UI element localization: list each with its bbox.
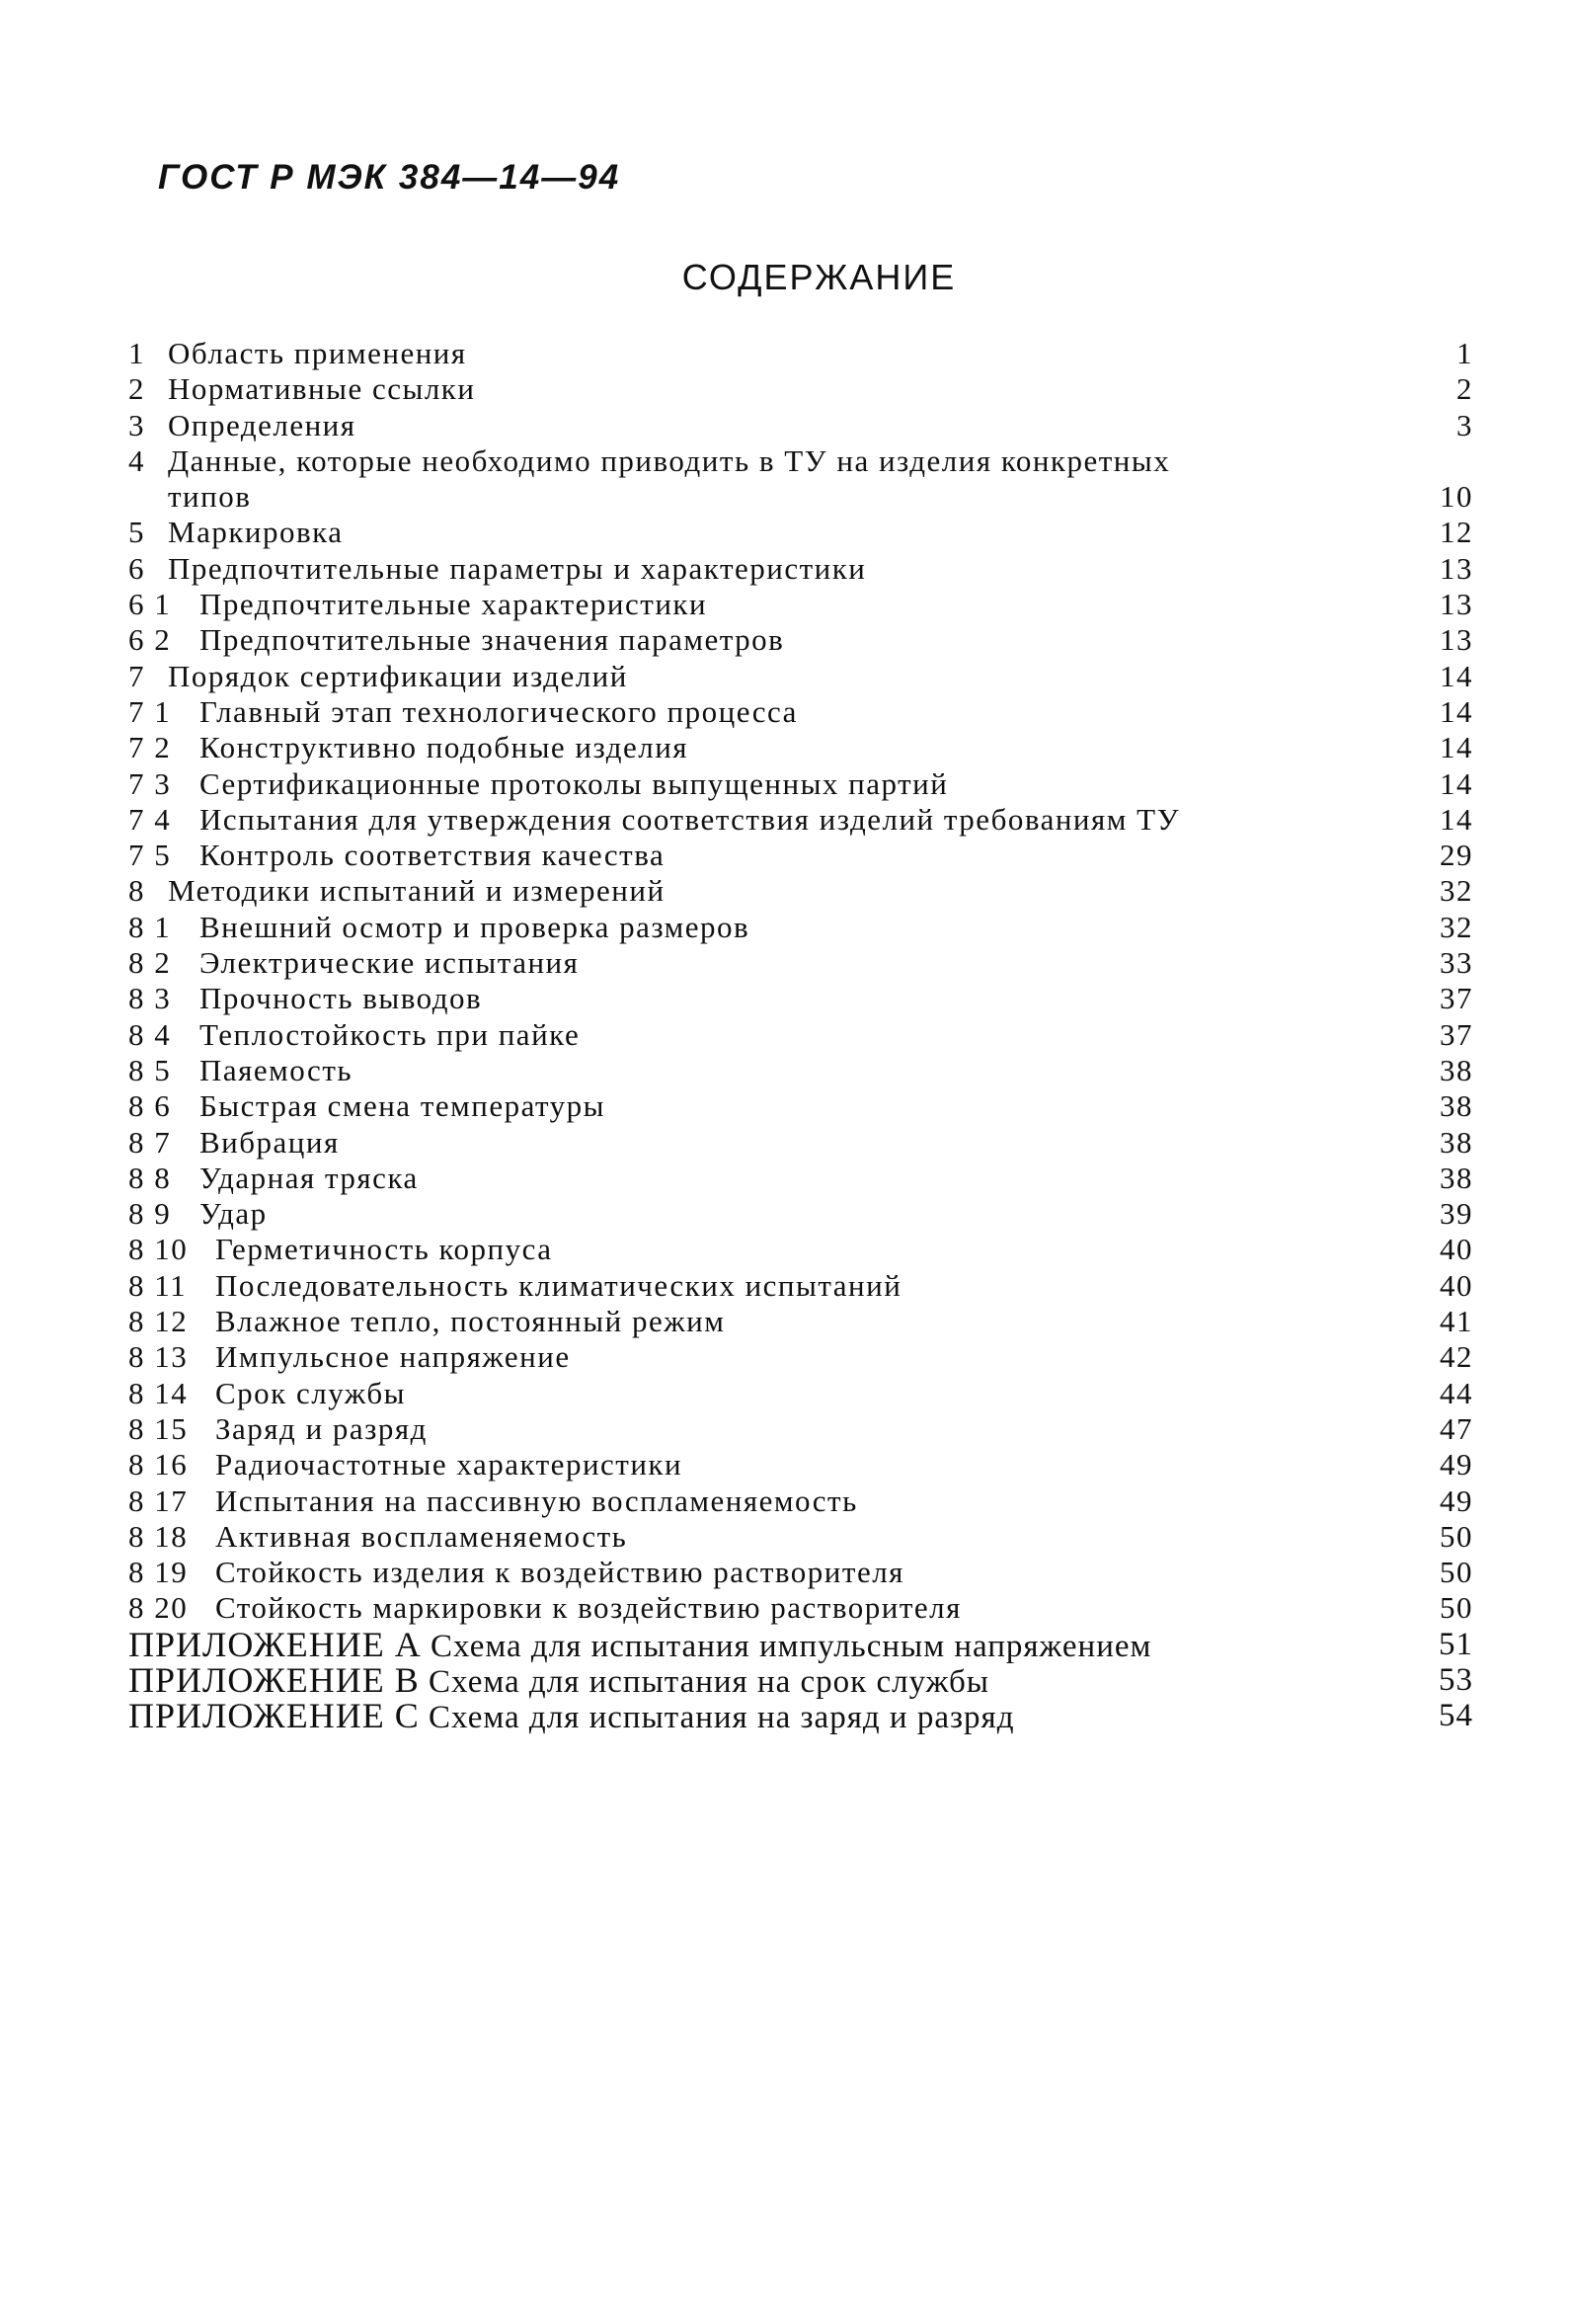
appendix-entry xyxy=(128,1659,1473,1700)
appendix-label: ПРИЛОЖЕНИЕ С xyxy=(128,1696,420,1736)
appendix-page: 53 xyxy=(1439,1661,1473,1698)
toc-entry-page: 38 xyxy=(1440,1124,1473,1160)
toc-entry-page: 32 xyxy=(1440,909,1473,944)
toc-entry-page: 50 xyxy=(1440,1555,1473,1590)
toc-entry xyxy=(128,443,1473,479)
toc-entry-page: 47 xyxy=(1440,1410,1473,1446)
toc-entry-number: 8 19 xyxy=(128,1555,189,1590)
document-code: ГОСТ Р МЭК 384—14—94 xyxy=(158,158,621,197)
toc-entry-number: 8 20 xyxy=(128,1590,189,1626)
toc-entry-title: Теплостойкость при пайке xyxy=(199,1016,581,1052)
toc-entry xyxy=(128,730,1473,765)
toc-entry-number: 8 14 xyxy=(128,1375,189,1410)
toc-entry-number: 7 2 xyxy=(128,730,172,765)
toc-entry-title: Заряд и разряд xyxy=(215,1410,428,1446)
toc-entry xyxy=(128,694,1473,730)
toc-entry-page: 40 xyxy=(1440,1232,1473,1267)
toc-entry-title: Вибрация xyxy=(199,1124,340,1160)
toc-entry-page: 44 xyxy=(1440,1375,1473,1410)
toc-entry xyxy=(128,479,1473,515)
toc-entry-title: Определения xyxy=(168,407,356,442)
toc-entry-number: 8 1 xyxy=(128,909,172,944)
toc-entry-page: 49 xyxy=(1440,1483,1473,1518)
toc-entry xyxy=(128,1125,1473,1161)
toc-entry xyxy=(128,945,1473,981)
toc-entry-number: 7 4 xyxy=(128,801,172,837)
toc-entry-number: 3 xyxy=(128,407,145,442)
toc-entry-title: Контроль соответствия качества xyxy=(199,838,666,873)
toc-entry-title: Маркировка xyxy=(168,515,344,550)
toc-entry-title: Прочность выводов xyxy=(199,981,483,1016)
toc-entry xyxy=(128,1304,1473,1339)
toc-entry-title: Быстрая смена температуры xyxy=(199,1088,606,1124)
toc-entry-page: 50 xyxy=(1440,1518,1473,1554)
toc-entry-page: 40 xyxy=(1440,1267,1473,1303)
appendix-title: Схема для испытания импульсным напряжением xyxy=(431,1628,1152,1664)
toc-entry-page: 14 xyxy=(1440,801,1473,837)
toc-entry-page: 1 xyxy=(1456,336,1473,370)
toc-entry-number: 7 1 xyxy=(128,693,172,729)
toc-entry-title: Стойкость изделия к воздействию растворителя xyxy=(215,1555,904,1590)
toc-entry xyxy=(128,766,1473,802)
toc-entry-title: Герметичность корпуса xyxy=(215,1232,553,1267)
appendix-title: Схема для испытания на срок службы xyxy=(429,1663,989,1700)
toc-entry-title: Электрические испытания xyxy=(199,945,580,981)
toc-entry-page: 29 xyxy=(1440,838,1473,873)
toc-entry-number: 8 6 xyxy=(128,1088,172,1124)
toc-entry xyxy=(128,336,1473,371)
toc-entry-page: 33 xyxy=(1440,945,1473,981)
toc-entry-title: Сертификационные протоколы выпущенных партий xyxy=(199,765,949,801)
toc-entry-title: Предпочтительные значения параметров xyxy=(199,622,785,658)
toc-entry-page: 14 xyxy=(1440,693,1473,729)
toc-entry-title: Радиочастотные характеристики xyxy=(215,1447,683,1483)
toc-entry-title: Ударная тряска xyxy=(199,1160,419,1195)
toc-entry-number: 8 7 xyxy=(128,1124,172,1160)
toc-entry-page: 14 xyxy=(1440,765,1473,801)
toc-entry-number: 8 17 xyxy=(128,1483,189,1518)
toc-entry-page: 50 xyxy=(1440,1590,1473,1626)
toc-entry-page: 38 xyxy=(1440,1088,1473,1124)
toc-entry-title: Влажное тепло, постоянный режим xyxy=(215,1304,726,1339)
toc-entry-number: 8 18 xyxy=(128,1518,189,1554)
toc-entry-title: Стойкость маркировки к воздействию растворителя xyxy=(215,1590,962,1626)
appendix-entry xyxy=(128,1624,1473,1664)
toc-entry xyxy=(128,1590,1473,1626)
toc-entry xyxy=(128,1232,1473,1267)
toc-entry xyxy=(128,1447,1473,1483)
appendix-page: 54 xyxy=(1439,1698,1473,1734)
toc-entry xyxy=(128,515,1473,550)
toc-entry-page: 38 xyxy=(1440,1160,1473,1195)
toc-entry-title: Конструктивно подобные изделия xyxy=(199,730,689,765)
appendix-title: Схема для испытания на заряд и разряд xyxy=(429,1700,1015,1736)
toc-entry-title: Предпочтительные параметры и характеристики xyxy=(168,550,867,586)
toc-entry-number: 8 2 xyxy=(128,945,172,981)
toc-entry-title: Паяемость xyxy=(199,1052,353,1087)
toc-entry-number: 2 xyxy=(128,371,145,407)
toc-entry-page: 10 xyxy=(1440,479,1473,515)
toc-entry-number: 8 11 xyxy=(128,1267,188,1303)
toc-entry-title: Испытания для утверждения соответствия изделий требованиям ТУ xyxy=(199,801,1181,837)
toc-entry-page: 3 xyxy=(1456,407,1473,442)
toc-entry xyxy=(128,1483,1473,1519)
toc-entry xyxy=(128,1339,1473,1375)
toc-entry xyxy=(128,910,1473,945)
toc-entry-number: 1 xyxy=(128,336,145,370)
toc-entry-number: 8 15 xyxy=(128,1410,189,1446)
toc-entry xyxy=(128,802,1473,838)
toc-entry-title: Данные, которые необходимо приводить в ТУ на изделия конкретных xyxy=(168,442,1171,478)
toc-entry xyxy=(128,659,1473,694)
toc-entry-number: 8 13 xyxy=(128,1339,189,1375)
toc-entry-number: 5 xyxy=(128,515,145,550)
toc-entry xyxy=(128,1411,1473,1447)
toc-entry-title: Главный этап технологического процесса xyxy=(199,693,798,729)
toc-entry-title: Удар xyxy=(199,1196,268,1232)
appendix-entry xyxy=(128,1696,1473,1736)
toc-title: СОДЕРЖАНИЕ xyxy=(681,257,957,297)
toc-entry-page: 41 xyxy=(1440,1304,1473,1339)
toc-entry xyxy=(128,838,1473,873)
toc-entry-number: 8 3 xyxy=(128,981,172,1016)
toc-entry-title: Внешний осмотр и проверка размеров xyxy=(199,909,750,944)
toc-entry xyxy=(128,1017,1473,1053)
toc-entry xyxy=(128,1519,1473,1555)
toc-entry-title: Срок службы xyxy=(215,1375,406,1410)
toc-entry-number: 8 9 xyxy=(128,1196,172,1232)
toc-entry-title: Методики испытаний и измерений xyxy=(168,873,666,909)
toc-entry-page: 37 xyxy=(1440,1016,1473,1052)
toc-entry xyxy=(128,371,1473,407)
toc-entry-page: 32 xyxy=(1440,873,1473,909)
toc-entry-page: 38 xyxy=(1440,1052,1473,1087)
toc-entry xyxy=(128,1088,1473,1124)
appendix-label: ПРИЛОЖЕНИЕ В xyxy=(128,1659,420,1700)
toc-entry xyxy=(128,622,1473,658)
toc-entry-number: 8 8 xyxy=(128,1160,172,1195)
toc-entry-title: Последовательность климатических испытаний xyxy=(215,1267,902,1303)
toc-entry-title: Область применения xyxy=(168,336,467,370)
toc-entry-page: 42 xyxy=(1440,1339,1473,1375)
toc-entry-number: 6 2 xyxy=(128,622,172,658)
toc-entry-number: 4 xyxy=(128,442,145,478)
toc-entry-page: 2 xyxy=(1456,371,1473,407)
toc-entry-title: Испытания на пассивную воспламеняемость xyxy=(215,1483,858,1518)
toc-entry xyxy=(128,1376,1473,1411)
toc-entry-title: Нормативные ссылки xyxy=(168,371,476,407)
appendix-label: ПРИЛОЖЕНИЕ А xyxy=(128,1624,422,1664)
toc-entry-title: Порядок сертификации изделий xyxy=(168,658,628,693)
appendix-text xyxy=(128,1659,989,1700)
toc-entry xyxy=(128,1053,1473,1088)
toc-entry-number: 8 4 xyxy=(128,1016,172,1052)
toc-entry-number: 6 xyxy=(128,550,145,586)
appendix-text xyxy=(128,1624,1152,1664)
toc-entry-number: 7 xyxy=(128,658,145,693)
toc-entry-page: 49 xyxy=(1440,1447,1473,1483)
toc-entry xyxy=(128,1555,1473,1590)
toc-entry xyxy=(128,587,1473,622)
toc-entry-page: 12 xyxy=(1440,515,1473,550)
toc-entry-page: 13 xyxy=(1440,587,1473,622)
toc-entry xyxy=(128,408,1473,443)
toc-entry-number: 6 1 xyxy=(128,587,172,622)
toc-entry-title: Активная воспламеняемость xyxy=(215,1518,628,1554)
toc-entry-number: 8 10 xyxy=(128,1232,189,1267)
toc-entry-number: 7 5 xyxy=(128,838,172,873)
toc-entry-title: типов xyxy=(168,479,252,515)
toc-entry xyxy=(128,1268,1473,1304)
toc-entry-title: Предпочтительные характеристики xyxy=(199,587,708,622)
toc-entry-number: 8 16 xyxy=(128,1447,189,1483)
toc-entry-page: 39 xyxy=(1440,1196,1473,1232)
toc-entry-number: 8 xyxy=(128,873,145,909)
toc-entry xyxy=(128,981,1473,1016)
toc-entry xyxy=(128,873,1473,909)
table-of-contents xyxy=(128,336,1473,1734)
toc-entry-number: 7 3 xyxy=(128,765,172,801)
toc-entry-number: 8 12 xyxy=(128,1304,189,1339)
toc-entry-page: 13 xyxy=(1440,550,1473,586)
toc-entry-title: Импульсное напряжение xyxy=(215,1339,571,1375)
toc-entry-number: 8 5 xyxy=(128,1052,172,1087)
toc-entry-page: 37 xyxy=(1440,981,1473,1016)
toc-entry xyxy=(128,1161,1473,1196)
toc-entry-page: 14 xyxy=(1440,730,1473,765)
appendix-text xyxy=(128,1698,1015,1735)
toc-entry-page: 14 xyxy=(1440,658,1473,693)
toc-entry xyxy=(128,1196,1473,1232)
toc-entry xyxy=(128,551,1473,587)
appendix-page: 51 xyxy=(1439,1626,1473,1662)
toc-entry-page: 13 xyxy=(1440,622,1473,658)
